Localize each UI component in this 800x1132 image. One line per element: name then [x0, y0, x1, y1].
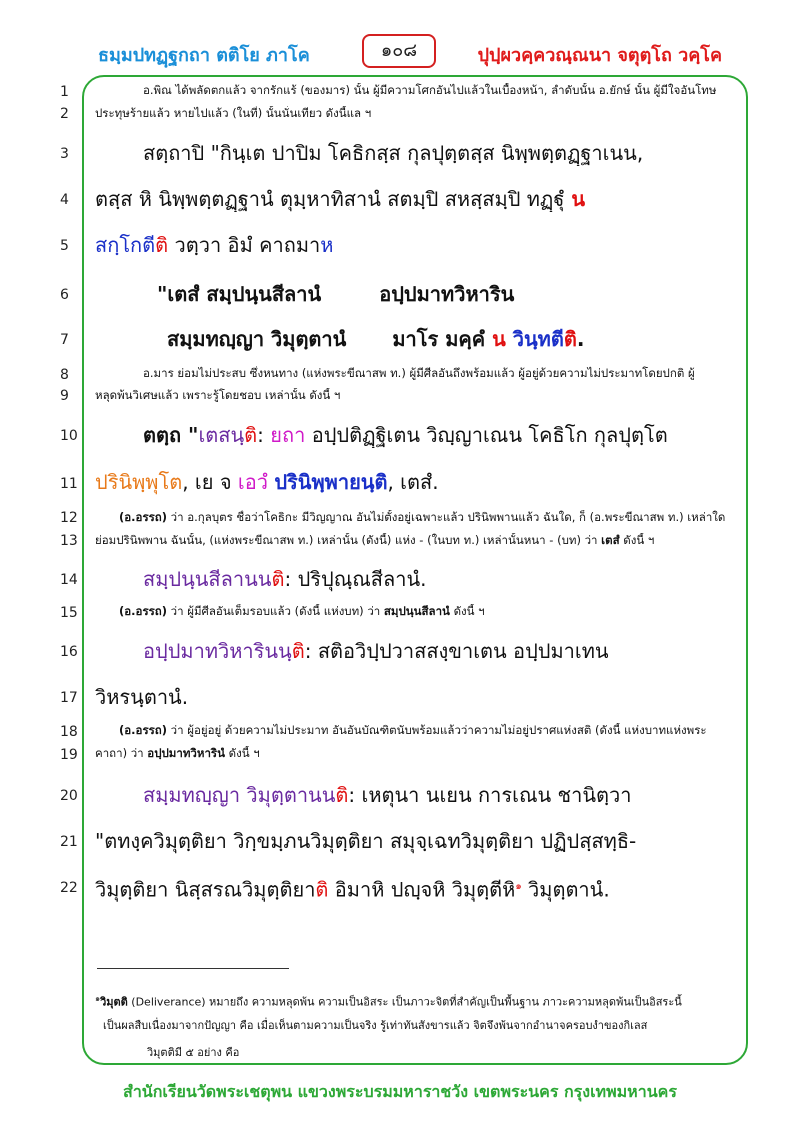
label-attha: (อ.อรรถ) [119, 510, 168, 524]
text-segment: : [257, 423, 271, 447]
line-number: 5 [60, 238, 69, 254]
highlight-red: ติ [155, 233, 169, 257]
text-line-18 [95, 723, 725, 737]
verse-first-half: สมฺมทญฺญา วิมุตฺตานํ [167, 327, 347, 351]
text-line-13 [95, 533, 725, 547]
text-line-11 [95, 469, 725, 495]
line-number: 7 [60, 332, 69, 348]
text-line-3: สตฺถาปิ "กินฺเต ปาปิม โคธิกสฺส กุลปุตฺตสฺส นิพฺพตฺตฏฺฐาเนน, [143, 141, 644, 165]
text-segment: ดังนี้ ฯ [449, 604, 485, 618]
text-segment: ดังนี้ ฯ [619, 533, 655, 547]
text-segment: วตฺวา อิมํ คาถมา [168, 233, 321, 257]
highlight-purple: สมฺมทญฺญา วิมุตฺตานน [143, 783, 336, 807]
highlight-red: น [492, 327, 506, 351]
highlight-red: ติ [315, 877, 329, 902]
text-segment: ว่า ผู้อยู่อยู่ ด้วยความไม่ประมาท อันอันบัณฑิตนับพร้อมแล้วว่าความไม่อยู่ปราศแห่งสติ (ดังนี้ แห่งบาทแห่งพระ [167, 723, 707, 737]
line-number: 6 [60, 287, 69, 303]
text-segment: ว่า ผู้มีศีลอันเต็มรอบแล้ว (ดังนี้ แห่งบท) ว่า [167, 604, 384, 618]
text-bold: อปฺปมาทวิหารินํ [147, 746, 225, 760]
line-number: 12 [60, 510, 78, 526]
verse-second-half: อปฺปมาทวิหาริน [379, 282, 515, 306]
highlight-red: ติ [563, 327, 577, 351]
footnote-line-3: วิมุตติมี ๕ อย่าง คือ [147, 1046, 240, 1059]
text-line-21: "ตทงฺควิมุตฺติยา วิกฺขมฺภนวิมุตฺติยา สมุจฺเฉทวิมุตฺติยา ปฏิปสฺสทฺธิ- [95, 829, 637, 853]
text-segment: , เย จ [182, 470, 238, 494]
highlight-red: ติ [244, 423, 258, 447]
text-line-8: อ.มาร ย่อมไม่ประสบ ซึ่งหนทาง (แห่งพระขีณาสพ ท.) ผู้มีศีลอันถึงพร้อมแล้ว ผู้อยู่ด้วยความไม่ประมาทโดยปกติ ผู้ [143, 366, 695, 380]
footnote-marker: ๑ [515, 881, 522, 892]
footnote-term: วิมุตติ [100, 995, 128, 1009]
highlight-blue: ห [320, 233, 334, 257]
text-segment: ว่า อ.กุลบุตร ชื่อว่าโคธิกะ มีวิญญาณ อันไม่ตั้งอยู่เฉพาะแล้ว ปรินิพพานแล้ว ฉันใด, ก็ (อ.พระขีณาสพ ท.) เหล่าใด [167, 510, 725, 524]
header-title-right: ปุปฺผวคฺควณฺณนา จตุตฺโถ วคฺโค [477, 45, 722, 66]
text-line-12 [95, 510, 725, 524]
line-number: 11 [60, 476, 78, 492]
text-line-4 [95, 186, 725, 212]
highlight-red: ติ [335, 783, 349, 807]
label-attha: (อ.อรรถ) [119, 604, 168, 618]
label-attha: (อ.อรรถ) [119, 723, 168, 737]
line-number: 13 [60, 533, 78, 549]
footer-institution: สำนักเรียนวัดพระเชตุพน แขวงพระบรมมหาราชวัง เขตพระนคร กรุงเทพมหานคร [123, 1082, 677, 1101]
text-line-5 [95, 232, 725, 258]
line-number: 16 [60, 644, 78, 660]
highlight-orange: ปรินิพฺพุโต [95, 470, 183, 494]
text-segment: : ปริปุณฺณสีลานํ. [284, 567, 427, 591]
text-line-22 [95, 874, 725, 903]
highlight-magenta: ยถา [270, 423, 306, 447]
highlight-purple: อปฺปมาทวิหารินนฺ [143, 639, 292, 663]
line-number: 22 [60, 880, 78, 896]
text-line-14 [95, 566, 725, 592]
text-segment: : เหตุนา นเยน การเณน ชานิตฺวา [348, 783, 632, 807]
highlight-purple: สมฺปนฺนสีลานน [143, 567, 272, 591]
text-segment: อิมาหิ ปญฺจหิ วิมุตฺตีหิ [328, 877, 516, 902]
text-line-10 [95, 422, 725, 448]
header-title-left: ธมฺมปทฏฺฐกถา ตติโย ภาโค [98, 45, 310, 66]
text-segment: (Deliverance) หมายถึง ความหลุดพ้น ความเป็นอิสระ เป็นภาวะจิตที่สำคัญเป็นพื้นฐาน ภาวะความหลุดพ้นเป็นอิสระนี้ [127, 995, 682, 1009]
verse-line-1 [95, 281, 725, 307]
line-number: 2 [60, 106, 69, 122]
footnote-line-1 [95, 992, 735, 1010]
text-bold: เตสํ [601, 533, 620, 547]
line-number: 17 [60, 690, 78, 706]
highlight-blue: ปรินิพฺพายนฺติ [274, 470, 388, 494]
text-line-15 [95, 604, 725, 618]
line-number: 9 [60, 388, 69, 404]
highlight-magenta: เอวํ [237, 470, 268, 494]
highlight-red: ติ [291, 639, 305, 663]
text-segment: : สติอวิปฺปวาสสงฺขาเตน อปฺปมาเทน [304, 639, 609, 663]
text-segment: ตตฺถ " [143, 423, 199, 447]
footnote-divider [97, 968, 289, 969]
highlight-blue: สกฺโกตี [95, 233, 156, 257]
page-number-badge: ๑๐๘ [362, 34, 436, 68]
line-number: 18 [60, 724, 78, 740]
line-number: 14 [60, 572, 78, 588]
footnote-line-2: เป็นผลสืบเนื่องมาจากปัญญา คือ เมื่อเห็นตามความเป็นจริง รู้เท่าทันสังขารแล้ว จิตจึงพ้นจากอำนาจครอบงำของกิเลส [103, 1019, 648, 1032]
line-number: 1 [60, 84, 69, 100]
text-bold: สมฺปนฺนสีลานํ [383, 604, 450, 618]
text-line-16 [95, 638, 725, 664]
text-line-20 [95, 782, 725, 808]
text-segment: ย่อมปรินิพพาน ฉันนั้น, (แห่งพระขีณาสพ ท.) เหล่านั้น (ดังนี้) แห่ง - (ในบท ท.) เหล่านั้นหนา - (บท) ว่า [95, 533, 602, 547]
highlight-red: ติ [271, 567, 285, 591]
highlight-red: น [564, 187, 586, 211]
line-number: 3 [60, 146, 69, 162]
text-segment: ดังนี้ ฯ [224, 746, 260, 760]
text-line-1: อ.พิณ ได้พลัดตกแล้ว จากรักแร้ (ของมาร) นั้น ผู้มีความโศกอันไปแล้วในเบื้องหน้า, ลำดับนั้น อ.ยักษ์ นั้น ผู้มีใจอันโทษ [143, 83, 717, 97]
highlight-purple: เตสนฺ [198, 423, 245, 447]
line-number: 10 [60, 428, 78, 444]
text-segment: ตสฺส หิ นิพฺพตฺตฏฺฐานํ ตุมฺหาทิสานํ สตมฺปิ สหสฺสมฺปิ ทฏฺฐุํ [95, 187, 565, 211]
highlight-blue: วินฺทตี [512, 327, 564, 351]
line-number: 19 [60, 747, 78, 763]
verse-first-half: "เตสํ สมฺปนฺนสีลานํ [157, 282, 322, 306]
text-line-2: ประทุษร้ายแล้ว หายไปแล้ว (ในที่) นั้นนั่นเทียว ดังนี้แล ฯ [95, 106, 372, 120]
text-line-17: วิหรนฺตานํ. [95, 685, 189, 709]
line-number: 4 [60, 192, 69, 208]
text-segment: คาถา) ว่า [95, 746, 148, 760]
text-segment: วิมุตฺติยา นิสฺสรณวิมุตฺติยา [95, 877, 316, 902]
text-line-9: หลุดพ้นวิเศษแล้ว เพราะรู้โดยชอบ เหล่านั้น ดังนี้ ฯ [95, 388, 341, 402]
text-segment: , เตสํ. [387, 470, 439, 494]
line-number: 15 [60, 605, 78, 621]
line-number: 20 [60, 788, 78, 804]
verse-line-2: สมฺมทญฺญา วิมุตฺตานํ มาโร มคฺคํ น วินฺทตีติ. [167, 327, 585, 351]
footnote-marker: ๑ [95, 994, 101, 1003]
line-number: 21 [60, 834, 78, 850]
text-line-19 [95, 746, 725, 760]
text-segment: อปฺปติฏฺฐิเตน วิญฺญาเณน โคธิโก กุลปุตฺโต [305, 423, 668, 447]
line-number: 8 [60, 367, 69, 383]
text-segment: วิมุตฺตานํ. [521, 877, 610, 902]
verse-second-half: มาโร มคฺคํ [392, 327, 486, 351]
